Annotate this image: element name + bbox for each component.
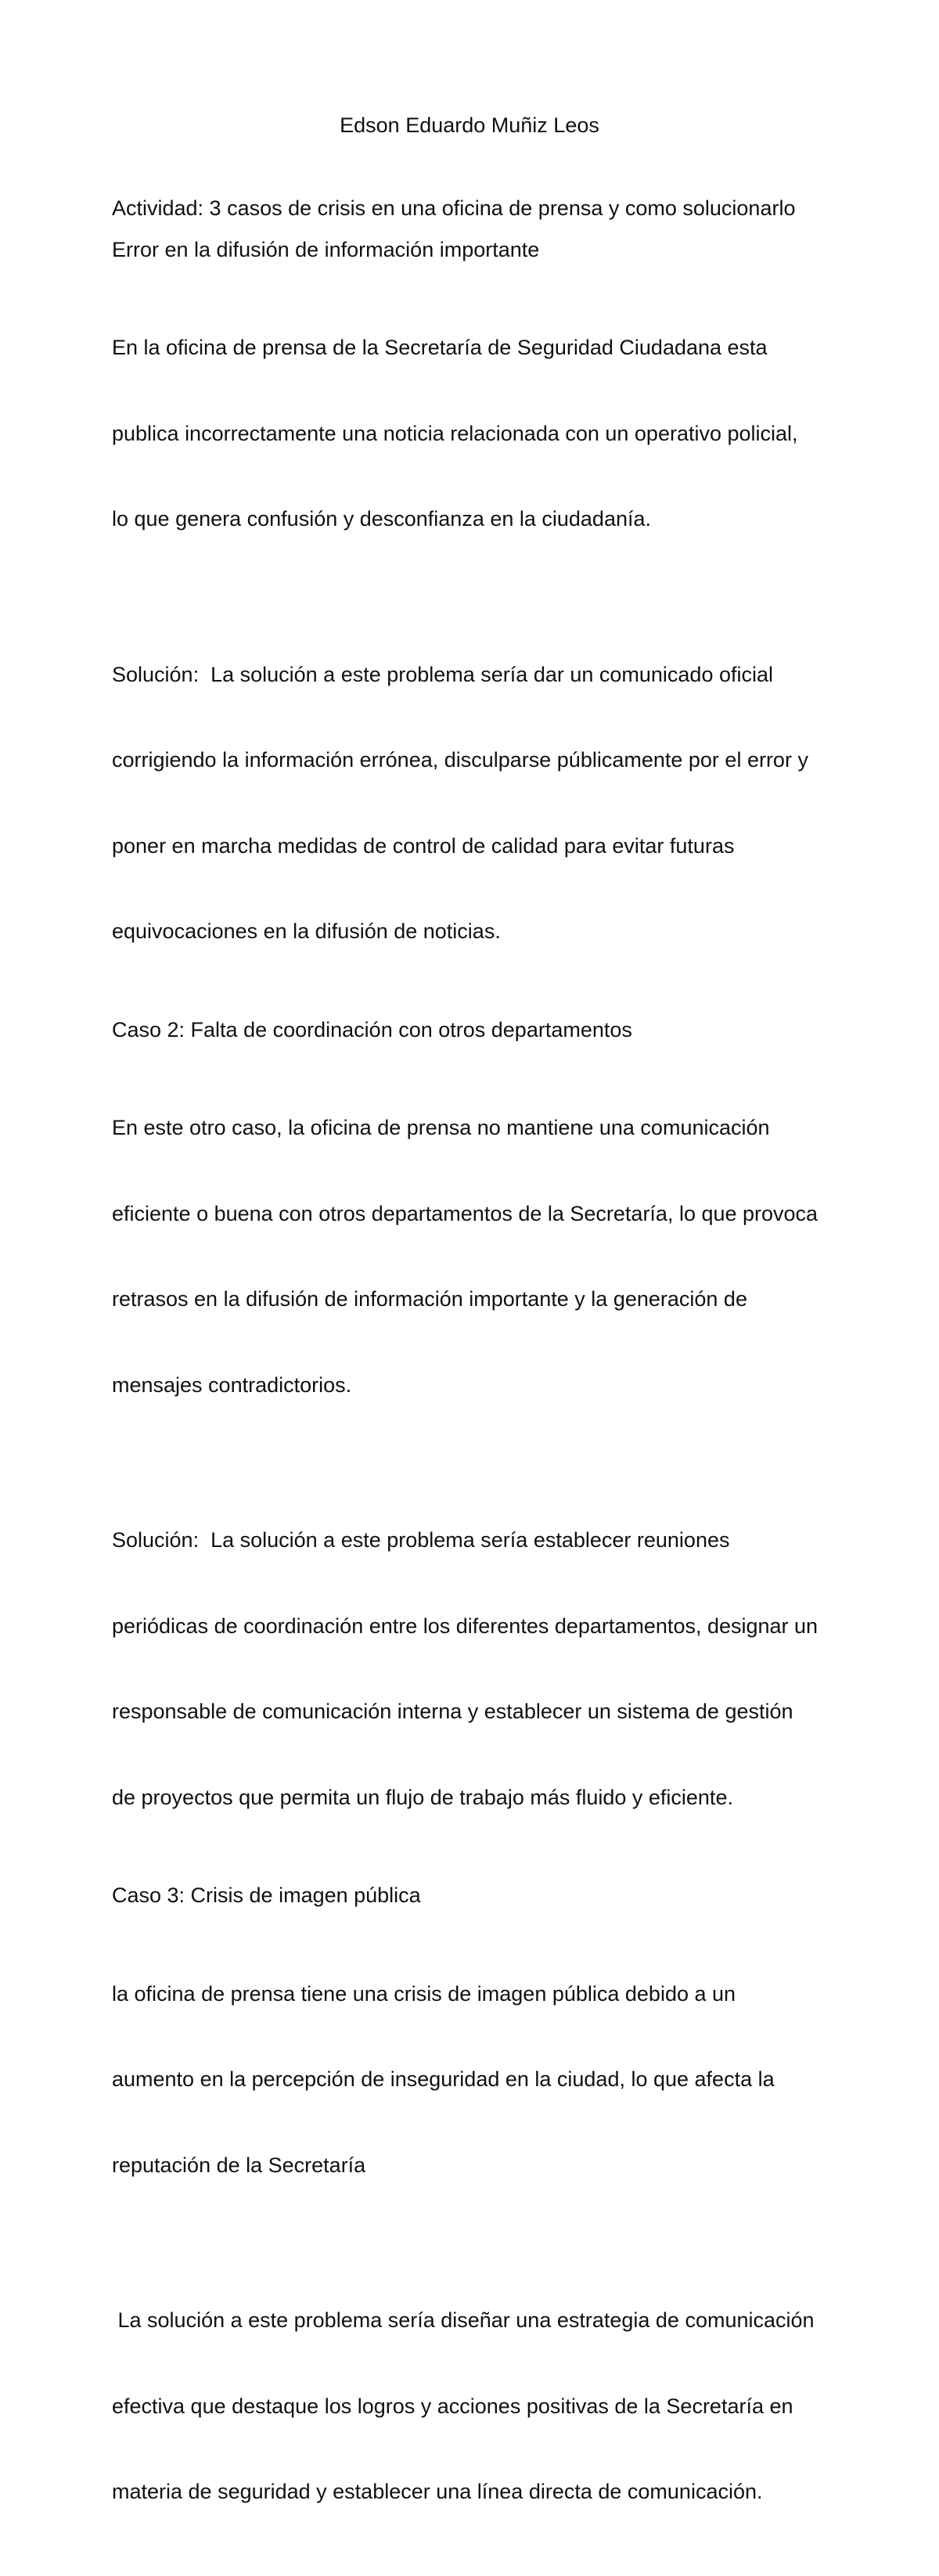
text-line: la oficina de prensa tiene una crisis de imagen pública debido a un <box>112 1981 736 2006</box>
text-line: responsable de comunicación interna y establecer un sistema de gestión <box>112 1700 793 1723</box>
text-line: de proyectos que permita un flujo de trabajo más fluido y eficiente. <box>112 1785 733 1809</box>
text-line: publica incorrectamente una noticia relacionada con un operativo policial, <box>112 421 798 445</box>
text-line: Solución: La solución a este problema sería dar un comunicado oficial <box>112 662 773 686</box>
text-line: eficiente o buena con otros departamentos de la Secretaría, lo que provoca <box>112 1201 818 1225</box>
text-line: materia de seguridad y establecer una línea directa de comunicación. <box>112 2480 763 2503</box>
case3-description <box>112 1923 847 2237</box>
text-line: poner en marcha medidas de control de calidad para evitar futuras <box>112 833 735 858</box>
text-line: aumento en la percepción de inseguridad en la ciudad, lo que afecta la <box>112 2067 775 2091</box>
case2-solution <box>112 1469 847 1869</box>
case3-title: Caso 3: Crisis de imagen pública <box>112 1883 421 1907</box>
text-line: periódicas de coordinación entre los diferentes departamentos, designar un <box>112 1614 818 1638</box>
author-name: Edson Eduardo Muñiz Leos <box>340 113 599 137</box>
text-line: equivocaciones en la difusión de noticias. <box>112 919 501 943</box>
text-line: lo que genera confusión y desconfianza en la ciudadanía. <box>112 507 652 531</box>
text-line: reputación de la Secretaría <box>112 2153 366 2177</box>
case1-description <box>112 276 847 591</box>
text-line: retrasos en la difusión de información importante y la generación de <box>112 1287 747 1311</box>
text-line: En la oficina de prensa de la Secretaría de Seguridad Ciudadana esta <box>112 336 768 359</box>
text-line: Solución: La solución a este problema sería establecer reuniones <box>112 1528 730 1552</box>
case2-description <box>112 1056 847 1456</box>
text-line: efectiva que destaque los logros y acciones positivas de la Secretaría en <box>112 2394 793 2418</box>
activity-heading: Actividad: 3 casos de crisis en una oficina de prensa y como solucionarlo <box>112 196 796 220</box>
text-line: mensajes contradictorios. <box>112 1373 352 1397</box>
text-line: corrigiendo la información errónea, disculparse públicamente por el error y <box>112 748 808 772</box>
case2-title: Caso 2: Falta de coordinación con otros departamentos <box>112 1017 632 1042</box>
text-line: La solución a este problema sería diseñar una estrategia de comunicación <box>112 2308 815 2332</box>
text-line: En este otro caso, la oficina de prensa no mantiene una comunicación <box>112 1116 770 1139</box>
case1-title: Error en la difusión de información importante <box>112 237 540 261</box>
case3-solution <box>112 2249 847 2563</box>
case1-solution <box>112 603 847 1003</box>
document-body <box>112 194 847 2576</box>
